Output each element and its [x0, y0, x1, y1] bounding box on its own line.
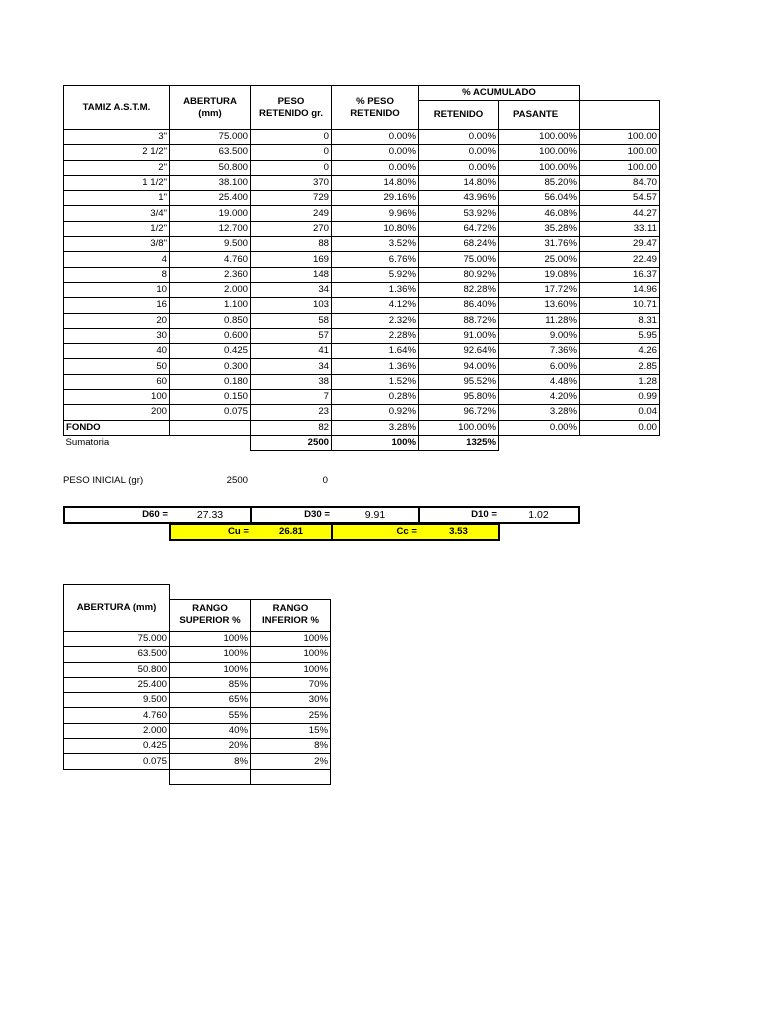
pct-cell: 0.00% [332, 130, 419, 145]
range-superior-cell: 8% [170, 754, 251, 769]
peso-cell: 88 [251, 237, 332, 252]
cu-label: Cu = [170, 524, 251, 540]
pct-cell: 2.32% [332, 313, 419, 328]
sumatoria-peso: 2500 [251, 435, 332, 450]
extra-cell: 22.49 [580, 252, 660, 267]
pct-cell: 5.92% [332, 267, 419, 282]
range-inferior-cell: 30% [251, 693, 331, 708]
sieve-cell: 50 [64, 359, 170, 374]
retenido-cell: 53.92% [419, 206, 499, 221]
sieve-cell: 10 [64, 282, 170, 297]
extra-cell: 100.00 [580, 145, 660, 160]
pct-cell: 1.64% [332, 344, 419, 359]
retenido-cell: 94.00% [419, 359, 499, 374]
coefficient-box [169, 523, 500, 541]
diameter-box [63, 506, 580, 524]
peso-inicial-value: 2500 [226, 475, 248, 486]
header-pct-peso: % PESO RETENIDO [332, 86, 419, 130]
sumatoria-label: Sumatoria [65, 437, 110, 449]
peso-cell: 148 [251, 267, 332, 282]
range-table [63, 584, 331, 785]
abertura-cell: 2.360 [170, 267, 251, 282]
table-row [64, 298, 660, 313]
extra-cell: 44.27 [580, 206, 660, 221]
sieve-cell: 200 [64, 405, 170, 420]
extra-cell: 84.70 [580, 175, 660, 190]
range-abertura-cell: 50.800 [64, 662, 170, 677]
abertura-cell: 0.150 [170, 390, 251, 405]
pct-cell: 10.80% [332, 221, 419, 236]
table-row [64, 237, 660, 252]
sumatoria-pct: 100% [332, 435, 419, 450]
peso-cell: 0 [251, 160, 332, 175]
retenido-cell: 80.92% [419, 267, 499, 282]
pasante-cell: 19.08% [499, 267, 580, 282]
extra-cell: 100.00 [580, 160, 660, 175]
range-abertura-cell: 9.500 [64, 693, 170, 708]
range-inferior-cell: 100% [251, 632, 331, 647]
pasante-cell: 25.00% [499, 252, 580, 267]
peso-inicial-label: PESO INICIAL (gr) [63, 475, 144, 486]
extra-cell: 10.71 [580, 298, 660, 313]
d30-label: D30 = [251, 507, 332, 523]
abertura-cell: 38.100 [170, 175, 251, 190]
retenido-cell: 91.00% [419, 328, 499, 343]
range-header-superior: RANGO SUPERIOR % [170, 599, 251, 631]
pct-cell: 9.96% [332, 206, 419, 221]
pasante-cell: 31.76% [499, 237, 580, 252]
pct-cell: 4.12% [332, 298, 419, 313]
d10-value: 1.02 [499, 507, 579, 523]
range-empty-b [170, 769, 251, 784]
pasante-cell: 100.00% [499, 160, 580, 175]
granulometry-table [63, 85, 660, 451]
range-inferior-cell: 8% [251, 739, 331, 754]
retenido-cell: 68.24% [419, 237, 499, 252]
fondo-ret: 100.00% [419, 420, 499, 435]
abertura-cell: 0.850 [170, 313, 251, 328]
abertura-cell: 50.800 [170, 160, 251, 175]
abertura-cell: 1.100 [170, 298, 251, 313]
pasante-cell: 11.28% [499, 313, 580, 328]
abertura-cell: 25.400 [170, 191, 251, 206]
range-abertura-cell: 4.760 [64, 708, 170, 723]
peso-cell: 169 [251, 252, 332, 267]
pasante-cell: 4.48% [499, 374, 580, 389]
sieve-cell: 1" [64, 191, 170, 206]
fondo-peso: 82 [251, 420, 332, 435]
retenido-cell: 95.52% [419, 374, 499, 389]
cc-value: 3.53 [419, 524, 499, 540]
d60-value: 27.33 [170, 507, 251, 523]
range-superior-cell: 85% [170, 677, 251, 692]
range-row [64, 708, 331, 723]
pct-cell: 1.52% [332, 374, 419, 389]
peso-cell: 58 [251, 313, 332, 328]
range-inferior-cell: 2% [251, 754, 331, 769]
pct-cell: 29.16% [332, 191, 419, 206]
extra-cell: 0.99 [580, 390, 660, 405]
pct-cell: 0.92% [332, 405, 419, 420]
d30-value: 9.91 [332, 507, 419, 523]
sieve-cell: 1/2" [64, 221, 170, 236]
range-superior-cell: 100% [170, 647, 251, 662]
sieve-cell: 40 [64, 344, 170, 359]
pasante-cell: 100.00% [499, 145, 580, 160]
extra-cell: 0.04 [580, 405, 660, 420]
sieve-cell: 3/8" [64, 237, 170, 252]
sieve-cell: 4 [64, 252, 170, 267]
table-row [64, 145, 660, 160]
range-inferior-cell: 100% [251, 662, 331, 677]
abertura-cell: 0.425 [170, 344, 251, 359]
peso-cell: 270 [251, 221, 332, 236]
retenido-cell: 86.40% [419, 298, 499, 313]
pct-cell: 0.00% [332, 145, 419, 160]
table-row [64, 252, 660, 267]
range-superior-cell: 100% [170, 662, 251, 677]
table-row [64, 267, 660, 282]
retenido-cell: 0.00% [419, 130, 499, 145]
pasante-cell: 17.72% [499, 282, 580, 297]
range-header-inferior: RANGO INFERIOR % [251, 599, 331, 631]
pasante-cell: 3.28% [499, 405, 580, 420]
range-superior-cell: 100% [170, 632, 251, 647]
range-abertura-cell: 25.400 [64, 677, 170, 692]
abertura-cell: 75.000 [170, 130, 251, 145]
cc-label: Cc = [332, 524, 419, 540]
retenido-cell: 82.28% [419, 282, 499, 297]
cu-value: 26.81 [251, 524, 332, 540]
peso-cell: 729 [251, 191, 332, 206]
header-blank [580, 86, 660, 101]
pasante-cell: 4.20% [499, 390, 580, 405]
pct-cell: 0.28% [332, 390, 419, 405]
peso-cell: 370 [251, 175, 332, 190]
pasante-cell: 100.00% [499, 130, 580, 145]
abertura-cell: 2.000 [170, 282, 251, 297]
sieve-cell: 60 [64, 374, 170, 389]
range-header-blank [170, 585, 331, 600]
range-header-abertura: ABERTURA (mm) [64, 585, 170, 632]
table-row [64, 282, 660, 297]
table-row [64, 130, 660, 145]
range-row [64, 693, 331, 708]
abertura-cell: 0.600 [170, 328, 251, 343]
extra-cell: 5.95 [580, 328, 660, 343]
retenido-cell: 0.00% [419, 160, 499, 175]
table-row [64, 191, 660, 206]
extra-cell: 4.26 [580, 344, 660, 359]
retenido-cell: 64.72% [419, 221, 499, 236]
peso-cell: 7 [251, 390, 332, 405]
header-peso-retenido: PESO RETENIDO gr. [251, 86, 332, 130]
sumatoria-blank3 [580, 435, 660, 450]
range-row [64, 662, 331, 677]
retenido-cell: 75.00% [419, 252, 499, 267]
peso-cell: 249 [251, 206, 332, 221]
table-row [64, 160, 660, 175]
range-superior-cell: 40% [170, 723, 251, 738]
range-superior-cell: 20% [170, 739, 251, 754]
header-tamiz: TAMIZ A.S.T.M. [64, 86, 170, 130]
peso-cell: 34 [251, 282, 332, 297]
peso-inicial-extra: 0 [322, 475, 328, 486]
extra-cell: 1.28 [580, 374, 660, 389]
range-row [64, 754, 331, 769]
header-acumulado: % ACUMULADO [419, 86, 580, 101]
range-empty-a [64, 769, 170, 784]
table-row [64, 359, 660, 374]
range-superior-cell: 55% [170, 708, 251, 723]
range-row [64, 723, 331, 738]
table-row [64, 390, 660, 405]
range-abertura-cell: 0.425 [64, 739, 170, 754]
abertura-cell: 0.300 [170, 359, 251, 374]
peso-cell: 23 [251, 405, 332, 420]
pasante-cell: 35.28% [499, 221, 580, 236]
peso-cell: 34 [251, 359, 332, 374]
header-retenido: RETENIDO [419, 101, 499, 130]
extra-cell: 16.37 [580, 267, 660, 282]
range-empty-c [251, 769, 331, 784]
pasante-cell: 13.60% [499, 298, 580, 313]
table-row [64, 175, 660, 190]
fondo-pas: 0.00% [499, 420, 580, 435]
abertura-cell: 19.000 [170, 206, 251, 221]
pct-cell: 14.80% [332, 175, 419, 190]
pct-cell: 2.28% [332, 328, 419, 343]
retenido-cell: 96.72% [419, 405, 499, 420]
range-abertura-cell: 0.075 [64, 754, 170, 769]
pasante-cell: 6.00% [499, 359, 580, 374]
abertura-cell: 12.700 [170, 221, 251, 236]
fondo-label: FONDO [64, 420, 170, 435]
peso-cell: 103 [251, 298, 332, 313]
pasante-cell: 46.08% [499, 206, 580, 221]
header-abertura: ABERTURA (mm) [170, 86, 251, 130]
range-abertura-cell: 75.000 [64, 632, 170, 647]
extra-cell: 29.47 [580, 237, 660, 252]
abertura-cell: 9.500 [170, 237, 251, 252]
range-superior-cell: 65% [170, 693, 251, 708]
sieve-cell: 100 [64, 390, 170, 405]
abertura-cell: 0.075 [170, 405, 251, 420]
range-inferior-cell: 70% [251, 677, 331, 692]
header-extra [580, 101, 660, 130]
range-inferior-cell: 100% [251, 647, 331, 662]
table-row [64, 221, 660, 236]
pct-cell: 6.76% [332, 252, 419, 267]
peso-cell: 57 [251, 328, 332, 343]
d10-label: D10 = [419, 507, 499, 523]
sieve-cell: 20 [64, 313, 170, 328]
peso-cell: 0 [251, 145, 332, 160]
peso-cell: 0 [251, 130, 332, 145]
table-row [64, 344, 660, 359]
pasante-cell: 9.00% [499, 328, 580, 343]
extra-cell: 100.00 [580, 130, 660, 145]
pasante-cell: 85.20% [499, 175, 580, 190]
pct-cell: 3.52% [332, 237, 419, 252]
pasante-cell: 7.36% [499, 344, 580, 359]
pasante-cell: 56.04% [499, 191, 580, 206]
retenido-cell: 88.72% [419, 313, 499, 328]
sumatoria-blank2 [499, 435, 580, 450]
table-row [64, 405, 660, 420]
pct-cell: 1.36% [332, 359, 419, 374]
sieve-cell: 30 [64, 328, 170, 343]
peso-cell: 41 [251, 344, 332, 359]
retenido-cell: 0.00% [419, 145, 499, 160]
range-abertura-cell: 63.500 [64, 647, 170, 662]
extra-cell: 14.96 [580, 282, 660, 297]
header-pasante: PASANTE [499, 101, 580, 130]
sumatoria-ret: 1325% [419, 435, 499, 450]
table-row [64, 313, 660, 328]
sumatoria-blank [170, 435, 251, 450]
retenido-cell: 92.64% [419, 344, 499, 359]
d60-label: D60 = [64, 507, 170, 523]
range-row [64, 632, 331, 647]
fondo-pct: 3.28% [332, 420, 419, 435]
retenido-cell: 43.96% [419, 191, 499, 206]
abertura-cell: 63.500 [170, 145, 251, 160]
range-row [64, 677, 331, 692]
abertura-cell: 0.180 [170, 374, 251, 389]
retenido-cell: 95.80% [419, 390, 499, 405]
fondo-abertura [170, 420, 251, 435]
pct-cell: 1.36% [332, 282, 419, 297]
extra-cell: 54.57 [580, 191, 660, 206]
pct-cell: 0.00% [332, 160, 419, 175]
abertura-cell: 4.760 [170, 252, 251, 267]
peso-cell: 38 [251, 374, 332, 389]
sieve-cell: 2 1/2" [64, 145, 170, 160]
extra-cell: 8.31 [580, 313, 660, 328]
sieve-cell: 3/4" [64, 206, 170, 221]
sieve-cell: 16 [64, 298, 170, 313]
sieve-cell: 1 1/2" [64, 175, 170, 190]
table-row [64, 374, 660, 389]
range-abertura-cell: 2.000 [64, 723, 170, 738]
extra-cell: 2.85 [580, 359, 660, 374]
table-row [64, 206, 660, 221]
retenido-cell: 14.80% [419, 175, 499, 190]
sieve-cell: 8 [64, 267, 170, 282]
fondo-extra: 0.00 [580, 420, 660, 435]
sieve-cell: 3" [64, 130, 170, 145]
range-row [64, 739, 331, 754]
range-inferior-cell: 15% [251, 723, 331, 738]
range-row [64, 647, 331, 662]
table-row [64, 328, 660, 343]
sieve-cell: 2" [64, 160, 170, 175]
range-inferior-cell: 25% [251, 708, 331, 723]
extra-cell: 33.11 [580, 221, 660, 236]
